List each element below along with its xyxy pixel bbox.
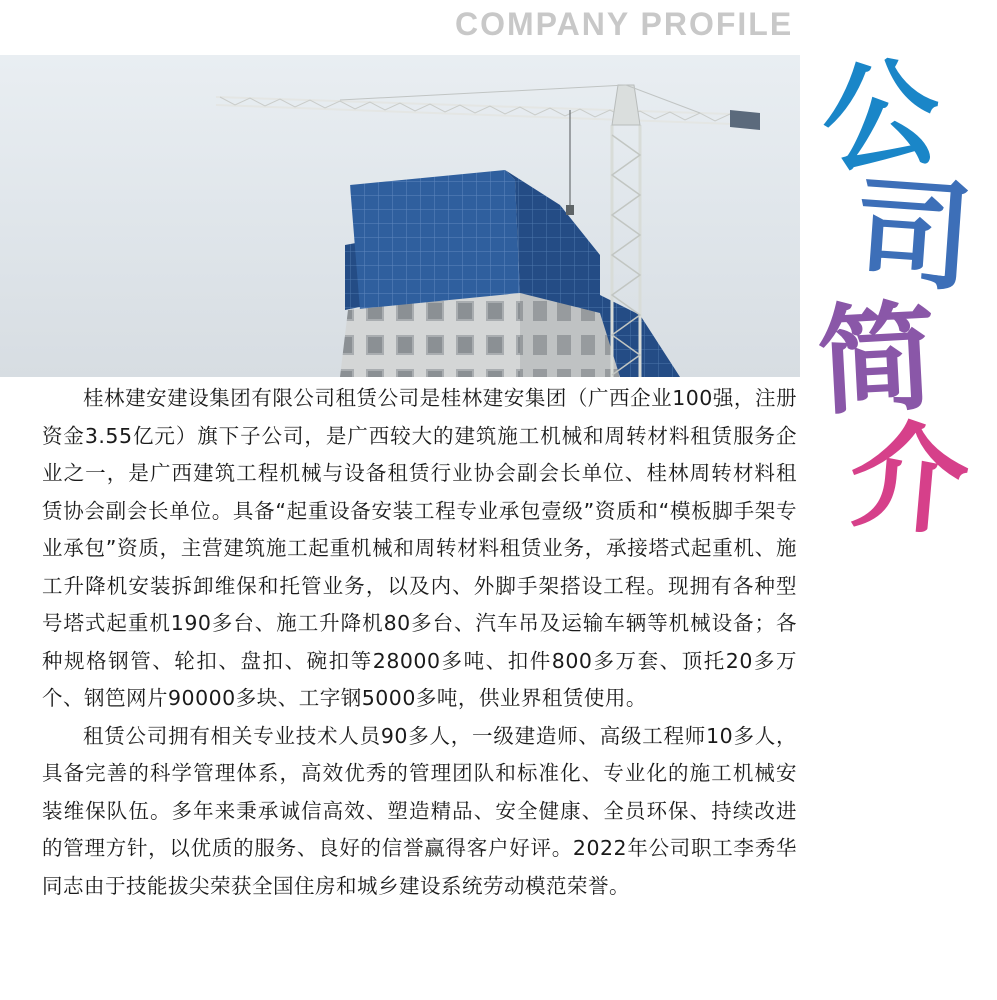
section-title bbox=[812, 40, 992, 553]
section-header: COMPANY PROFILE bbox=[455, 6, 794, 42]
title-char-2: 司 bbox=[849, 161, 977, 309]
building-crane-illustration bbox=[0, 55, 800, 377]
paragraph-1: 桂林建安建设集团有限公司租赁公司是桂林建安集团（广西企业100强，注册资金3.55亿元）旗下子公司，是广西较大的建筑施工机械和周转材料租赁服务企业之一，是广西建筑工程机械与设备租赁行业协会副会长单位、桂林周转材料租赁协会副会长单位。具备“起重设备安装工程专业承包壹级”资质和“模板脚手架专业承包”资质，主营建筑施工起重机械和周转材料租赁业务，承接塔式起重机、施工升降机安装拆卸维保和托管业务，以及内、外脚手架搭设工程。现拥有各种型号塔式起重机190多台、施工升降机80多台、汽车吊及运输车辆等机械设备；各种规格钢管、轮扣、盘扣、碗扣等28000多吨、扣件800多万套、顶托20多万个、钢笆网片90000多块、工字钢5000多吨，供业界租赁使用。 bbox=[42, 386, 797, 710]
profile-body bbox=[42, 380, 797, 905]
paragraph-2: 租赁公司拥有相关专业技术人员90多人，一级建造师、高级工程师10多人，具备完善的科学管理体系，高效优秀的管理团队和标准化、专业化的施工机械安装维保队伍。多年来秉承诚信高效、塑造精品、安全健康、全员环保、持续改进的管理方针，以优质的服务、良好的信誉赢得客户好评。2022年公司职工李秀华同志由于技能拔尖荣获全国住房和城乡建设系统劳动模范荣誉。 bbox=[42, 723, 797, 898]
hero-photo bbox=[0, 55, 800, 377]
title-char-3: 简 bbox=[814, 286, 940, 432]
title-char-4: 介 bbox=[844, 404, 975, 553]
title-char-1: 公 bbox=[814, 40, 947, 192]
